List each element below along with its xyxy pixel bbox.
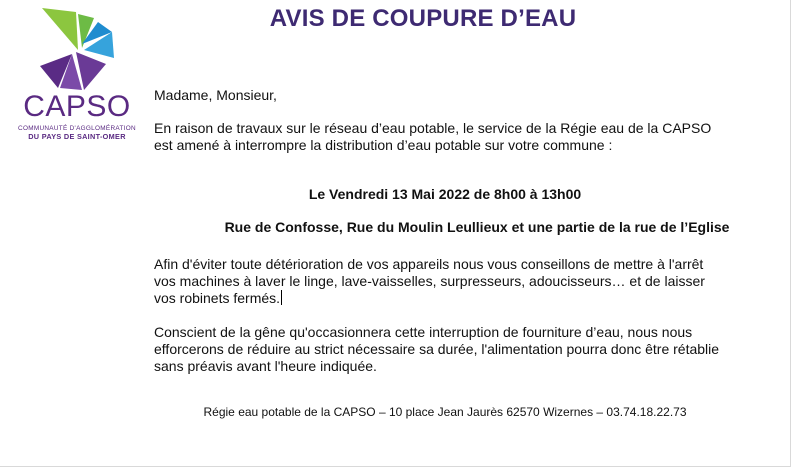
logo-petal-purple: [76, 52, 106, 90]
apology-line-3: sans préavis avant l'heure indiquée.: [154, 358, 377, 374]
notice-title: AVIS DE COUPURE D’EAU: [269, 5, 577, 32]
apology-line-2: efforcerons de réduire au strict nécessaire sa durée, l'alimentation pourra donc être rétablie: [154, 341, 720, 357]
contact-footer: Régie eau potable de la CAPSO – 10 place Jean Jaurès 62570 Wizernes – 03.74.18.22.73: [203, 405, 687, 419]
text-caret: [281, 290, 282, 305]
logo-petal-green: [42, 8, 78, 50]
advice-line-3: vos robinets fermés.: [154, 290, 281, 306]
apology-line-1: Conscient de la gêne qu'occasionnera cette interruption de fourniture d’eau, nous nous: [154, 324, 693, 340]
logo-subtitle-line1: COMMUNAUTÉ D'AGGLOMÉRATION: [18, 125, 136, 132]
intro-line-1: En raison de travaux sur le réseau d’eau potable, le service de la Régie eau de la CAPSO: [154, 120, 712, 136]
intro-line-2: est amené à interrompre la distribution d’eau potable sur votre commune :: [154, 137, 613, 153]
capso-logo-mark-icon: [32, 4, 124, 92]
logo-subtitle-line2: DU PAYS DE SAINT-OMER: [28, 132, 126, 141]
advice-line-1: Afin d'éviter toute détérioration de vos appareils nous vous conseillons de mettre à l'arrêt: [154, 256, 704, 272]
outage-date: Le Vendredi 13 Mai 2022 de 8h00 à 13h00: [308, 186, 582, 202]
capso-logo: [18, 4, 136, 142]
logo-wordmark: CAPSO: [23, 90, 131, 123]
affected-streets: Rue de Confosse, Rue du Moulin Leullieux et une partie de la rue de l’Eglise: [224, 219, 730, 235]
advice-line-2: vos machines à laver le linge, lave-vaisselles, surpresseurs, adoucisseurs… et de laisser: [154, 273, 705, 289]
greeting: Madame, Monsieur,: [154, 87, 277, 103]
advice-line-3-wrap: [154, 290, 282, 307]
